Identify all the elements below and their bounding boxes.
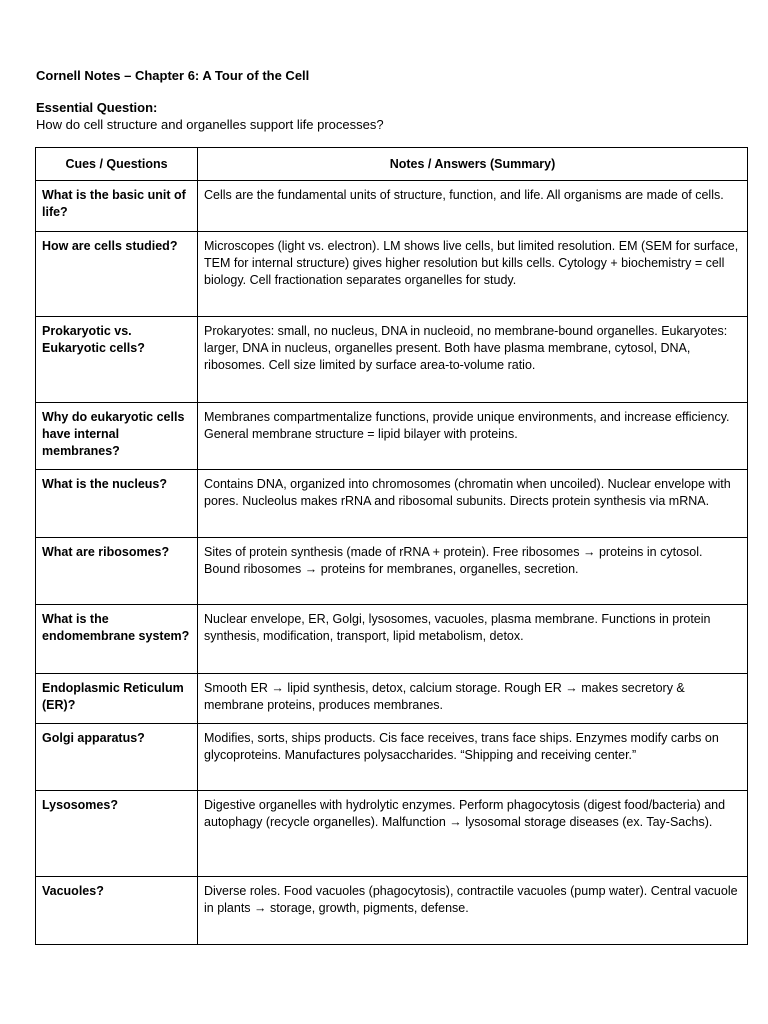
cue-cell: What is the nucleus? <box>36 470 198 538</box>
table-row <box>36 791 748 877</box>
note-cell: Prokaryotes: small, no nucleus, DNA in nucleoid, no membrane-bound organelles. Eukaryotes: larger, DNA in nucleus, organelles present. Both have plasma membrane, cytosol, DNA, ribosomes. Cell size limited by surface area-to-volume ratio. <box>198 317 748 403</box>
note-cell: Modifies, sorts, ships products. Cis face receives, trans face ships. Enzymes modify carbs on glycoproteins. Manufactures polysaccharides. “Shipping and receiving center.” <box>198 724 748 791</box>
note-cell: Sites of protein synthesis (made of rRNA + protein). Free ribosomes → proteins in cytosol. Bound ribosomes → proteins for membranes, organelles, secretion. <box>198 538 748 605</box>
cue-cell: Prokaryotic vs. Eukaryotic cells? <box>36 317 198 403</box>
cue-cell: Golgi apparatus? <box>36 724 198 791</box>
table-row <box>36 317 748 403</box>
table-row <box>36 232 748 317</box>
cornell-notes-table <box>35 147 748 945</box>
cue-cell: Why do eukaryotic cells have internal membranes? <box>36 403 198 470</box>
cue-cell: Vacuoles? <box>36 877 198 945</box>
table-row <box>36 470 748 538</box>
document-title: Cornell Notes – Chapter 6: A Tour of the Cell <box>36 68 310 83</box>
table-row <box>36 403 748 470</box>
table-row <box>36 538 748 605</box>
note-cell: Digestive organelles with hydrolytic enzymes. Perform phagocytosis (digest food/bacteria) and autophagy (recycle organelles). Malfunction → lysosomal storage diseases (ex. Tay-Sachs). <box>198 791 748 877</box>
note-cell: Contains DNA, organized into chromosomes (chromatin when uncoiled). Nuclear envelope with pores. Nucleolus makes rRNA and ribosomal subunits. Directs protein synthesis via mRNA. <box>198 470 748 538</box>
table-row <box>36 877 748 945</box>
table-header-row <box>36 148 748 181</box>
table-row <box>36 674 748 724</box>
note-cell: Smooth ER → lipid synthesis, detox, calcium storage. Rough ER → makes secretory & membrane proteins, produces membranes. <box>198 674 748 724</box>
cue-cell: Lysosomes? <box>36 791 198 877</box>
cue-cell: Endoplasmic Reticulum (ER)? <box>36 674 198 724</box>
note-cell: Microscopes (light vs. electron). LM shows live cells, but limited resolution. EM (SEM for surface, TEM for internal structure) gives higher resolution but kills cells. Cytology + biochemistry = cell biology. Cell fractionation separates organelles for study. <box>198 232 748 317</box>
table-row <box>36 724 748 791</box>
note-cell: Membranes compartmentalize functions, provide unique environments, and increase efficiency. General membrane structure = lipid bilayer with proteins. <box>198 403 748 470</box>
cue-cell: What are ribosomes? <box>36 538 198 605</box>
cue-cell: What is the basic unit of life? <box>36 181 198 232</box>
essential-question-label: Essential Question: <box>36 100 158 115</box>
table-row <box>36 181 748 232</box>
table-row <box>36 605 748 674</box>
table-body <box>36 181 748 945</box>
essential-question-text: How do cell structure and organelles support life processes? <box>36 117 384 132</box>
cue-cell: What is the endomembrane system? <box>36 605 198 674</box>
cues-header: Cues / Questions <box>36 148 198 181</box>
note-cell: Diverse roles. Food vacuoles (phagocytosis), contractile vacuoles (pump water). Central vacuole in plants → storage, growth, pigments, defense. <box>198 877 748 945</box>
notes-header: Notes / Answers (Summary) <box>198 148 748 181</box>
cue-cell: How are cells studied? <box>36 232 198 317</box>
note-cell: Cells are the fundamental units of structure, function, and life. All organisms are made of cells. <box>198 181 748 232</box>
note-cell: Nuclear envelope, ER, Golgi, lysosomes, vacuoles, plasma membrane. Functions in protein synthesis, modification, transport, lipid metabolism, detox. <box>198 605 748 674</box>
